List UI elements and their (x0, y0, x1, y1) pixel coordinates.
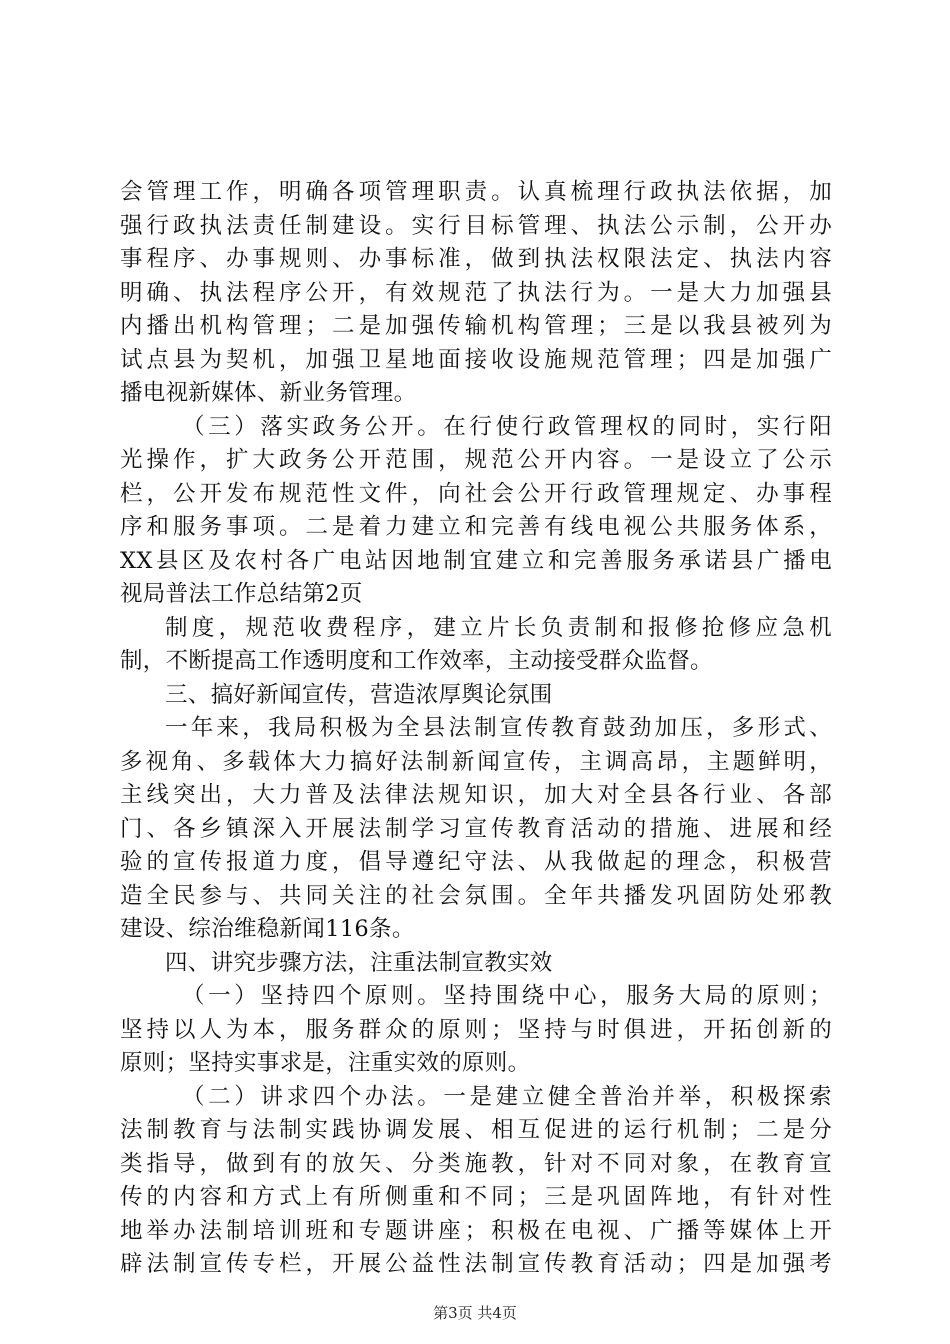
text-line: 建设、综治维稳新闻116条。 (120, 916, 415, 942)
text-line: 主线突出，大力普及法律法规知识，加大对全县各行业、各部 (120, 782, 832, 808)
text-line: 视局普法工作总结第2页 (120, 581, 363, 607)
section-heading: 三、搞好新闻宣传，营造浓厚舆论氛围 (165, 681, 553, 708)
text-line: 多视角、多载体大力搞好法制新闻宣传，主调高昂，主题鲜明， (120, 748, 832, 775)
document-body (120, 176, 832, 1282)
text-line: 造全民参与、共同关注的社会氛围。全年共播发巩固防处邪教 (120, 882, 832, 909)
text-line: 传的内容和方式上有所侧重和不同；三是巩固阵地，有针对性 (120, 1184, 832, 1210)
text-line: 门、各乡镇深入开展法制学习宣传教育活动的措施、进展和经 (120, 815, 832, 842)
text-line: XX县区及农村各广电站因地制宜建立和完善服务承诺县广播电 (120, 547, 832, 574)
text-line: 一年来，我局积极为全县法制宣传教育鼓劲加压，多形式、 (165, 715, 832, 741)
text-line: 会管理工作，明确各项管理职责。认真梳理行政执法依据，加 (120, 179, 832, 205)
text-line: 制，不断提高工作透明度和工作效率，主动接受群众监督。 (120, 648, 713, 674)
text-line: 栏，公开发布规范性文件，向社会公开行政管理规定、办事程 (120, 480, 832, 507)
text-line: 坚持以人为本，服务群众的原则；坚持与时俱进，开拓创新的 (120, 1016, 832, 1043)
text-line: 法制教育与法制实践协调发展、相互促进的运行机制；二是分 (120, 1117, 832, 1143)
text-line: 强行政执法责任制建设。实行目标管理、执法公示制，公开办 (120, 212, 832, 239)
text-line: 事程序、办事规则、办事标准，做到执法权限法定、执法内容 (120, 246, 832, 272)
text-line: 验的宣传报道力度，倡导遵纪守法、从我做起的理念，积极营 (120, 849, 832, 875)
text-line: 内播出机构管理；二是加强传输机构管理；三是以我县被列为 (120, 313, 832, 339)
text-line: 原则；坚持实事求是，注重实效的原则。 (120, 1050, 531, 1076)
text-line: 光操作，扩大政务公开范围，规范公开内容。一是设立了公示 (120, 447, 832, 473)
text-line: 辟法制宣传专栏，开展公益性法制宣传教育活动；四是加强考 (120, 1251, 832, 1277)
section-heading: 四、讲究步骤方法，注重法制宣教实效 (165, 949, 553, 976)
text-line: 制度，规范收费程序，建立片长负责制和报修抢修应急机 (165, 614, 832, 641)
text-line: 试点县为契机，加强卫星地面接收设施规范管理；四是加强广 (120, 346, 832, 373)
text-line: 明确、执法程序公开，有效规范了执法行为。一是大力加强县 (120, 279, 832, 306)
text-line: 播电视新媒体、新业务管理。 (120, 380, 417, 406)
page-number-footer: 第3页 共4页 (433, 1304, 517, 1322)
text-line: 地举办法制培训班和专题讲座；积极在电视、广播等媒体上开 (120, 1217, 832, 1244)
text-line: 类指导，做到有的放矢、分类施教，针对不同对象，在教育宣 (120, 1150, 832, 1177)
text-line: （二）讲求四个办法。一是建立健全普治并举，积极探索 (182, 1083, 832, 1110)
text-line: 序和服务事项。二是着力建立和完善有线电视公共服务体系， (120, 514, 832, 540)
text-line: （三）落实政务公开。在行使行政管理权的同时，实行阳 (182, 413, 832, 440)
text-line: （一）坚持四个原则。坚持围绕中心，服务大局的原则； (182, 983, 832, 1009)
